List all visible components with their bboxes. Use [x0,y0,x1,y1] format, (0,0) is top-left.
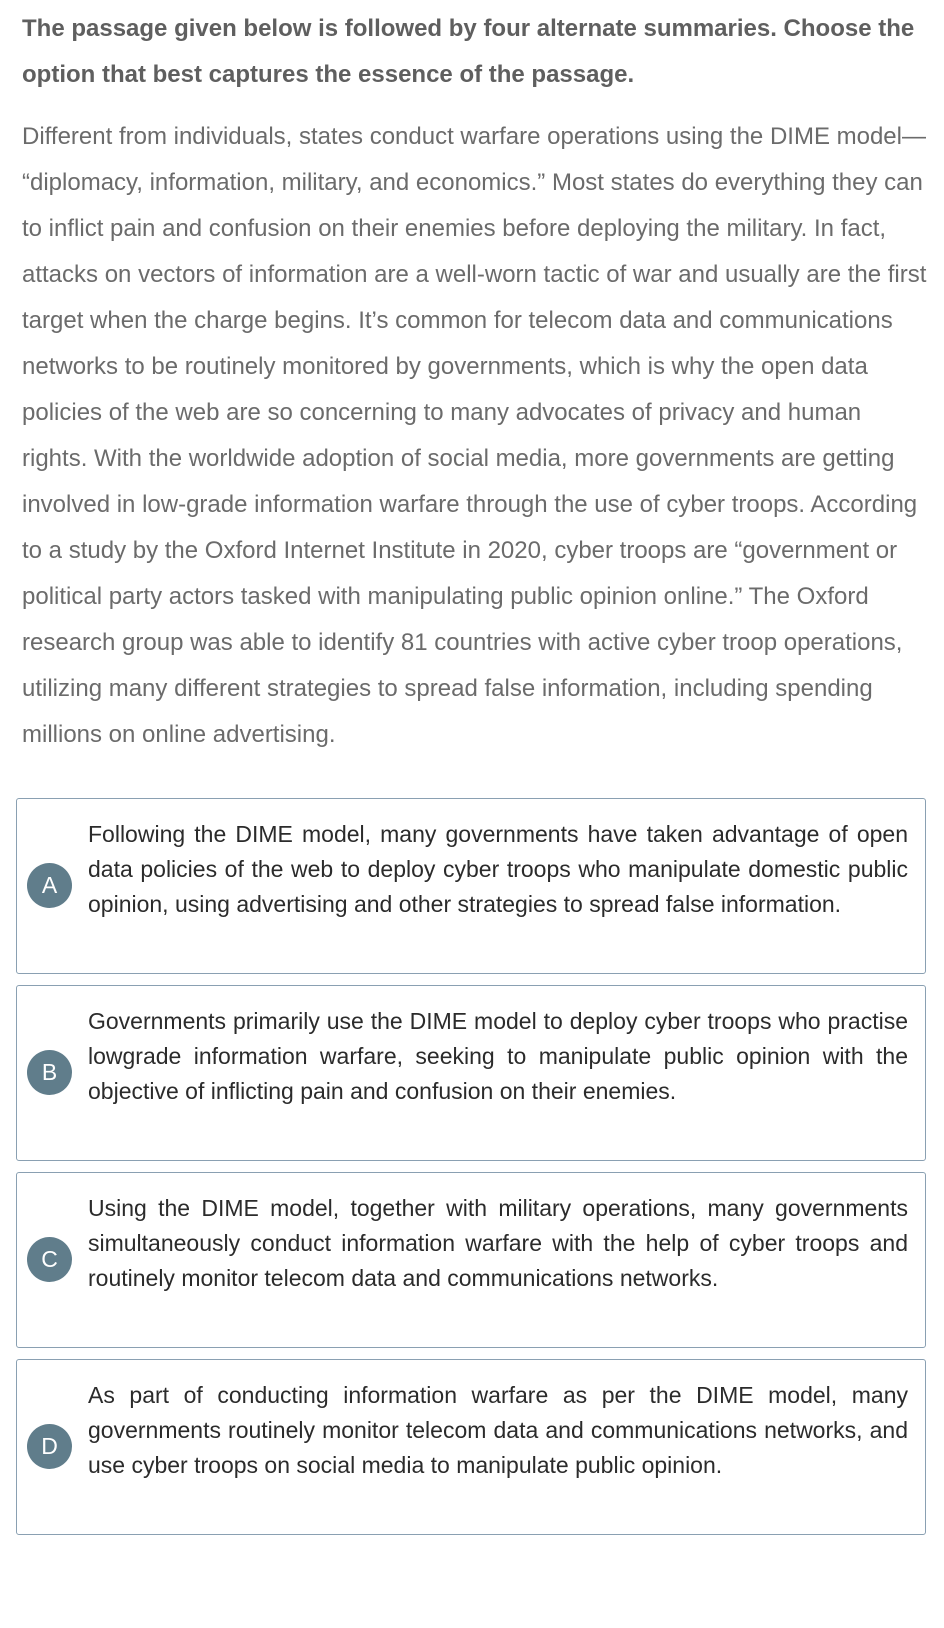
option-text: As part of conducting information warfare as per the DIME model, many governments routinely monitor telecom data and communications networks, and use cyber troops on social media to manipulate public opinion. [88,1382,908,1478]
question-prompt: The passage given below is followed by four alternate summaries. Choose the option that best captures the essence of the passage. [22,15,915,88]
option-text: Following the DIME model, many governments have taken advantage of open data policies of the web to deploy cyber troops who manipulate domestic public opinion, using advertising and other strategies to spread false information. [88,821,908,917]
option-letter-badge: B [27,1050,72,1095]
option-letter-badge: A [27,863,72,908]
passage-text: Different from individuals, states conduct warfare operations using the DIME model— “diplomacy, information, military, and economics.” Most states do everything they can to inflict pain and confusion on their enemies before deploying the military. In fact, attacks on vectors of information are a well-worn tactic of war and usually are the first target when the charge begins. It’s common for telecom data and communications networks to be routinely monitored by governments, which is why the open data policies of the web are so concerning to many advocates of privacy and human rights. With the worldwide adoption of social media, more governments are getting involved in low-grade information warfare through the use of cyber troops. According to a study by the Oxford Internet Institute in 2020, cyber troops are “government or political party actors tasked with manipulating public opinion online.” The Oxford research group was able to identify 81 countries with active cyber troop operations, utilizing many different strategies to spread false information, including spending millions on online advertising. [22,123,927,748]
option-b[interactable] [16,985,926,1161]
option-text: Using the DIME model, together with military operations, many governments simultaneously conduct information warfare with the help of cyber troops and routinely monitor telecom data and communications networks. [88,1195,908,1291]
option-d[interactable] [16,1359,926,1535]
option-a[interactable] [16,798,926,974]
option-letter-badge: D [27,1424,72,1469]
option-c[interactable] [16,1172,926,1348]
option-text: Governments primarily use the DIME model to deploy cyber troops who practise lowgrade information warfare, seeking to manipulate public opinion with the objective of inflicting pain and confusion on their enemies. [88,1008,908,1104]
option-letter-badge: C [27,1237,72,1282]
